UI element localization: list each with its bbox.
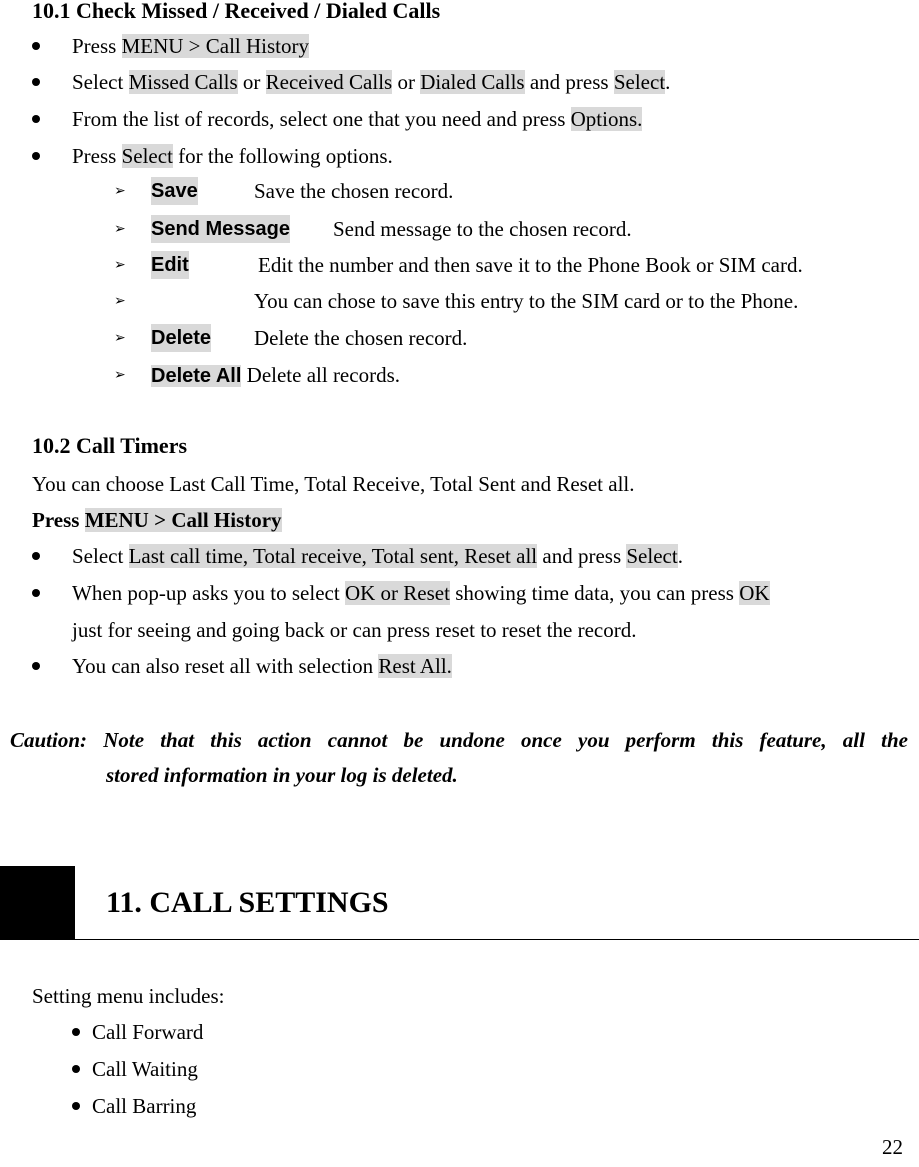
menu-path: MENU > Call History (121, 34, 310, 58)
bullet-popup-continued: just for seeing and going back or can press reset to reset the record. (72, 618, 637, 642)
text: When pop-up asks you to select (72, 581, 345, 605)
option-desc-save-location: You can chose to save this entry to the SIM card or to the Phone. (254, 289, 799, 313)
caution-line-1: Caution: Note that this action cannot be undone once you perform this feature, all the (10, 728, 908, 752)
option-desc-save: Save the chosen record. (254, 179, 454, 203)
option-label-send-message: Send Message (151, 215, 290, 243)
bullet-reset-all (72, 652, 452, 680)
page-number: 22 (882, 1135, 903, 1159)
option-desc-edit: Edit the number and then save it to the Phone Book or SIM card. (258, 253, 803, 277)
option-label-edit: Edit (151, 251, 189, 279)
bullet-icon (32, 78, 40, 86)
text: or (237, 70, 266, 94)
arrow-bullet-icon: ➢ (114, 367, 126, 383)
bullet-icon (72, 1028, 80, 1036)
bullet-icon (32, 42, 40, 50)
option-label-delete-all: Delete All (151, 365, 242, 387)
select-term: Select (121, 144, 173, 168)
option-desc-delete-all: Delete all records. (241, 363, 400, 387)
text: . (677, 544, 683, 568)
bullet-icon (72, 1065, 80, 1073)
rest-all-term: Rest All. (378, 654, 452, 678)
text: showing time data, you can press (449, 581, 740, 605)
option-label-save: Save (151, 177, 198, 205)
text: and press (524, 70, 614, 94)
text: From the list of records, select one that you need and press (72, 107, 571, 131)
arrow-bullet-icon: ➢ (114, 330, 126, 346)
menu-path: MENU > Call History (84, 508, 282, 532)
text: for the following options. (172, 144, 393, 168)
missed-calls-term: Missed Calls (128, 70, 238, 94)
dialed-calls-term: Dialed Calls (420, 70, 525, 94)
timer-options-term: Last call time, Total receive, Total sent, Reset all (128, 544, 538, 568)
chapter-title: 11. CALL SETTINGS (106, 886, 389, 919)
text: Select (72, 544, 129, 568)
text: or (392, 70, 421, 94)
select-term: Select (613, 70, 666, 94)
options-term: Options. (570, 107, 643, 131)
bullet-press-menu (72, 32, 309, 60)
chapter-marker-block (0, 866, 75, 939)
text: and press (537, 544, 627, 568)
received-calls-term: Received Calls (265, 70, 393, 94)
bullet-icon (32, 662, 40, 670)
section-heading-10-1: 10.1 Check Missed / Received / Dialed Calls (32, 0, 441, 23)
ok-or-reset-term: OK or Reset (344, 581, 450, 605)
section-heading-10-2: 10.2 Call Timers (32, 433, 188, 458)
bullet-icon (32, 552, 40, 560)
text: . (665, 70, 671, 94)
option-delete-all (151, 361, 400, 390)
settings-intro: Setting menu includes: (32, 984, 225, 1008)
bullet-icon (32, 152, 40, 160)
arrow-bullet-icon: ➢ (114, 183, 126, 199)
press-menu-line (32, 506, 282, 534)
bullet-select-timers (72, 542, 683, 570)
text: You can also reset all with selection (72, 654, 379, 678)
chapter-divider (0, 939, 919, 940)
bullet-select-calls (72, 68, 670, 96)
bullet-press-select (72, 142, 393, 170)
text: Press (72, 144, 122, 168)
list-item-call-waiting: Call Waiting (92, 1057, 198, 1081)
bullet-icon (32, 589, 40, 597)
arrow-bullet-icon: ➢ (114, 257, 126, 273)
list-item-call-barring: Call Barring (92, 1094, 197, 1118)
bullet-from-list (72, 105, 642, 133)
bullet-popup (72, 579, 770, 607)
list-item-call-forward: Call Forward (92, 1020, 204, 1044)
text: Select (72, 70, 129, 94)
option-desc-delete: Delete the chosen record. (254, 326, 468, 350)
option-label-delete: Delete (151, 324, 211, 352)
bullet-icon (32, 115, 40, 123)
call-timers-intro: You can choose Last Call Time, Total Receive, Total Sent and Reset all. (32, 472, 635, 496)
text: Press (32, 508, 85, 532)
ok-term: OK (739, 581, 770, 605)
text: Press (72, 34, 122, 58)
arrow-bullet-icon: ➢ (114, 221, 126, 237)
caution-line-2: stored information in your log is deleted. (106, 763, 458, 787)
option-desc-send-message: Send message to the chosen record. (333, 217, 632, 241)
bullet-icon (72, 1102, 80, 1110)
arrow-bullet-icon: ➢ (114, 293, 126, 309)
select-term: Select (626, 544, 678, 568)
